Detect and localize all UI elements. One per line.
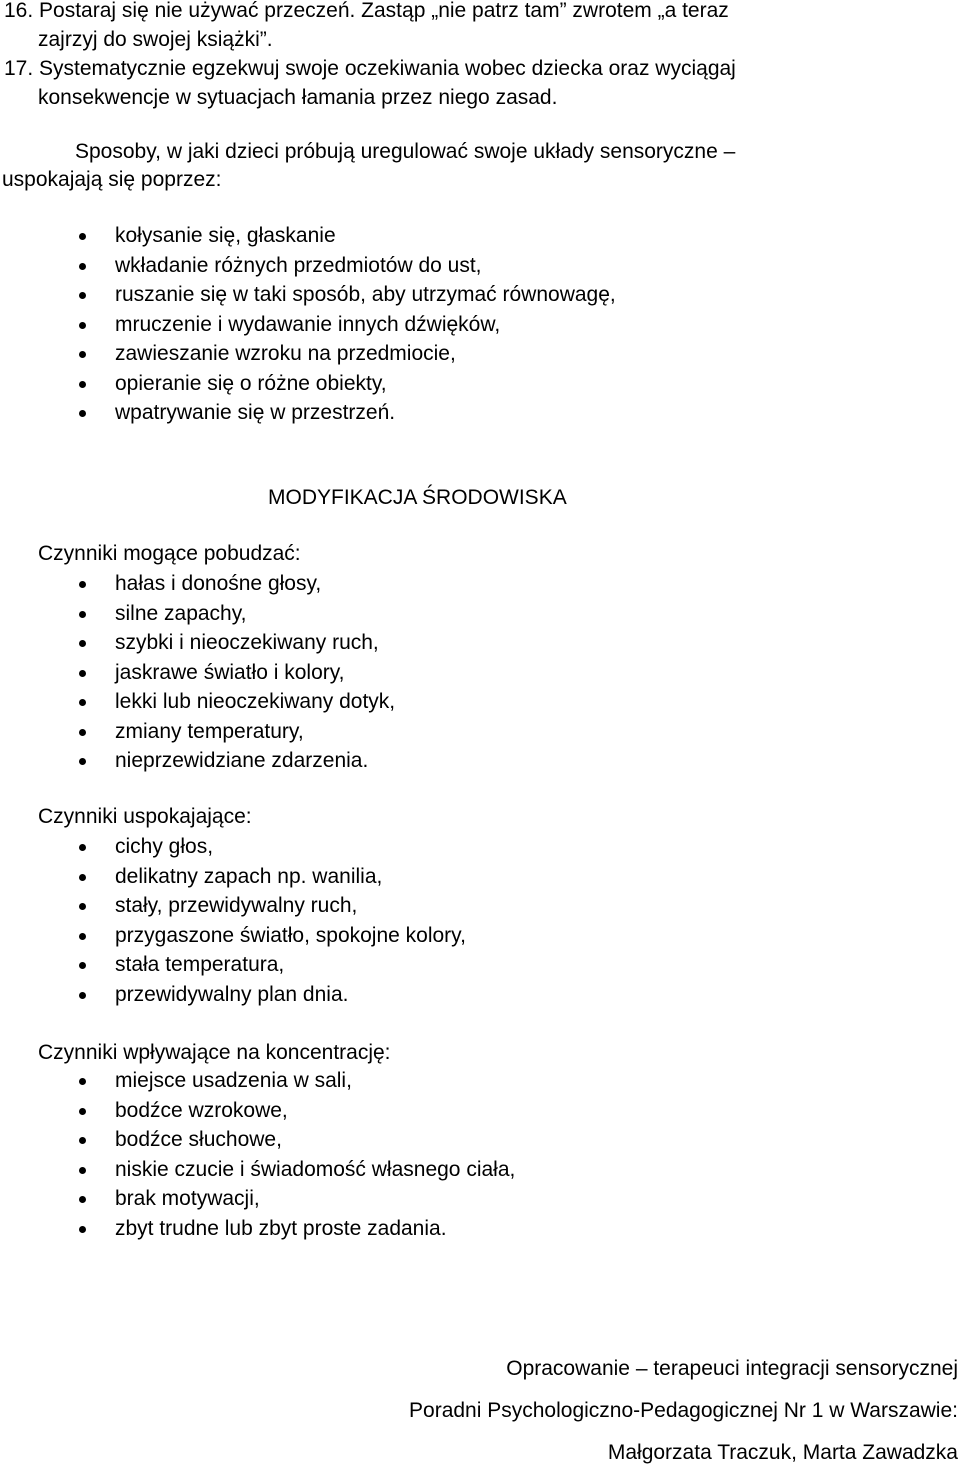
calming-list — [0, 832, 466, 1009]
footer-line1: Opracowanie – terapeuci integracji sensorycznej — [506, 1357, 958, 1380]
section-title-stimulating: Czynniki mogące pobudzać: — [38, 542, 301, 565]
bullet-icon — [79, 1226, 86, 1233]
bullet-icon — [79, 903, 86, 910]
list-item: mruczenie i wydawanie innych dźwięków, — [0, 310, 616, 340]
concentration-list — [0, 1066, 515, 1243]
sensory-list — [0, 221, 616, 428]
bullet-icon — [79, 699, 86, 706]
bullet-icon — [79, 263, 86, 270]
sensory-intro-line1: Sposoby, w jaki dzieci próbują uregulować swoje układy sensoryczne – — [75, 140, 736, 163]
bullet-icon — [79, 1196, 86, 1203]
bullet-icon — [79, 410, 86, 417]
bullet-icon — [79, 381, 86, 388]
bullet-icon — [79, 962, 86, 969]
bullet-icon — [79, 758, 86, 765]
item-17-line1: 17. Systematycznie egzekwuj swoje oczekiwania wobec dziecka oraz wyciągaj — [4, 57, 736, 80]
list-item: silne zapachy, — [0, 599, 395, 629]
bullet-icon — [79, 992, 86, 999]
list-item: zbyt trudne lub zbyt proste zadania. — [0, 1214, 515, 1244]
list-item: brak motywacji, — [0, 1184, 515, 1214]
list-item: delikatny zapach np. wanilia, — [0, 862, 466, 892]
section-heading: MODYFIKACJA ŚRODOWISKA — [268, 486, 567, 509]
list-item: ruszanie się w taki sposób, aby utrzymać równowagę, — [0, 280, 616, 310]
list-item: przewidywalny plan dnia. — [0, 980, 466, 1010]
list-item: stały, przewidywalny ruch, — [0, 891, 466, 921]
list-item: hałas i donośne głosy, — [0, 569, 395, 599]
list-item: wpatrywanie się w przestrzeń. — [0, 398, 616, 428]
bullet-icon — [79, 351, 86, 358]
bullet-icon — [79, 874, 86, 881]
list-item: zmiany temperatury, — [0, 717, 395, 747]
bullet-icon — [79, 640, 86, 647]
bullet-icon — [79, 233, 86, 240]
list-item: bodźce słuchowe, — [0, 1125, 515, 1155]
list-item: miejsce usadzenia w sali, — [0, 1066, 515, 1096]
sensory-intro-line2: uspokajają się poprzez: — [2, 168, 222, 191]
item-16-line2: zajrzyj do swojej książki”. — [38, 28, 273, 51]
bullet-icon — [79, 581, 86, 588]
section-title-calming: Czynniki uspokajające: — [38, 805, 252, 828]
bullet-icon — [79, 292, 86, 299]
list-item: niskie czucie i świadomość własnego ciała, — [0, 1155, 515, 1185]
bullet-icon — [79, 322, 86, 329]
footer-line3: Małgorzata Traczuk, Marta Zawadzka — [607, 1441, 958, 1464]
bullet-icon — [79, 670, 86, 677]
list-item: szybki i nieoczekiwany ruch, — [0, 628, 395, 658]
list-item: opieranie się o różne obiekty, — [0, 369, 616, 399]
list-item: przygaszone światło, spokojne kolory, — [0, 921, 466, 951]
list-item: zawieszanie wzroku na przedmiocie, — [0, 339, 616, 369]
list-item: kołysanie się, głaskanie — [0, 221, 616, 251]
stimulating-list — [0, 569, 395, 776]
list-item: wkładanie różnych przedmiotów do ust, — [0, 251, 616, 281]
bullet-icon — [79, 1167, 86, 1174]
list-item: stała temperatura, — [0, 950, 466, 980]
bullet-icon — [79, 729, 86, 736]
item-16-line1: 16. Postaraj się nie używać przeczeń. Zastąp „nie patrz tam” zwrotem „a teraz — [4, 0, 729, 22]
bullet-icon — [79, 844, 86, 851]
bullet-icon — [79, 1078, 86, 1085]
list-item: jaskrawe światło i kolory, — [0, 658, 395, 688]
list-item: lekki lub nieoczekiwany dotyk, — [0, 687, 395, 717]
list-item: cichy głos, — [0, 832, 466, 862]
footer-line2: Poradni Psychologiczno-Pedagogicznej Nr 1 w Warszawie: — [409, 1399, 958, 1422]
bullet-icon — [79, 933, 86, 940]
bullet-icon — [79, 1108, 86, 1115]
list-item: nieprzewidziane zdarzenia. — [0, 746, 395, 776]
bullet-icon — [79, 611, 86, 618]
list-item: bodźce wzrokowe, — [0, 1096, 515, 1126]
section-title-concentration: Czynniki wpływające na koncentrację: — [38, 1041, 391, 1064]
bullet-icon — [79, 1137, 86, 1144]
item-17-line2: konsekwencje w sytuacjach łamania przez niego zasad. — [38, 86, 558, 109]
